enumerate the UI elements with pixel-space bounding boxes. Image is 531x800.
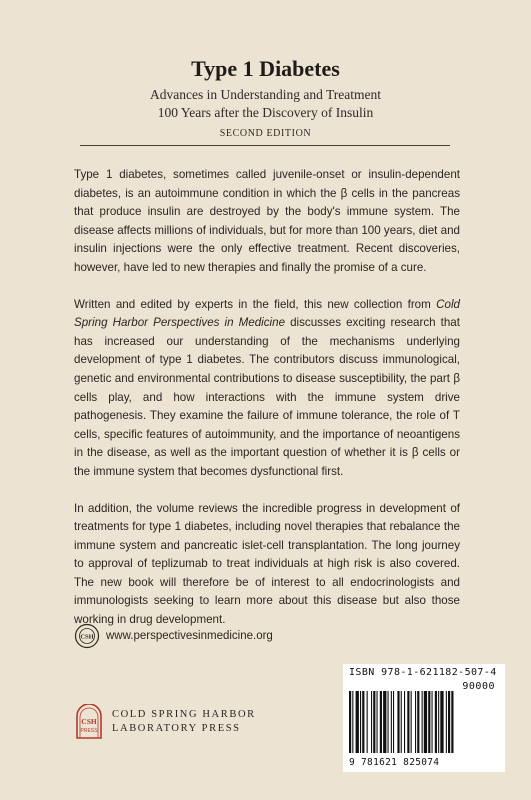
website-row (74, 623, 273, 649)
edition-label: SECOND EDITION (219, 128, 312, 139)
journal-title: Cold Spring Harbor Perspectives in Medicine (74, 297, 460, 330)
cover-header (0, 56, 531, 139)
book-title: Type 1 Diabetes (191, 56, 340, 81)
isbn-text: ISBN 978-1-621182-507-4 (349, 667, 497, 678)
barcode-bar (393, 691, 394, 753)
publisher-line-1: COLD SPRING HARBOR (112, 709, 256, 720)
subtitle-line-2: 100 Years after the Discovery of Insulin (157, 105, 374, 120)
barcode-bar (440, 691, 443, 753)
publisher-name (112, 708, 256, 736)
barcode-bar (417, 691, 419, 753)
header-divider (80, 145, 450, 146)
barcode-bar (404, 691, 405, 753)
barcode-bar (435, 691, 437, 753)
barcode-bar (411, 691, 412, 753)
book-description (74, 166, 460, 648)
website-link[interactable]: www.perspectivesinmedicine.org (106, 630, 273, 642)
barcode-bar (448, 691, 450, 753)
description-paragraph-3: In addition, the volume reviews the incredible progress in development of treatments for type 1 diabetes, including novel therapies that rebalance the immune system and pancreatic islet-cell transplantation. The long journey to approval of teplizumab to treat individuals at high risk is also covered. The new book will therefore be of interest to all endocrinologists and immunologists seeking to learn more about this disease but also those working in drug development. (74, 501, 460, 627)
barcode-bar (373, 691, 375, 753)
barcode-bar (401, 691, 402, 753)
perspectives-logo-text: CSH (80, 633, 94, 641)
barcode-bar (424, 691, 427, 753)
barcode-bar (407, 691, 409, 753)
barcode-bar (352, 691, 353, 753)
barcode-bar (422, 691, 423, 753)
barcode-bar (438, 691, 439, 753)
barcode-bar (428, 691, 430, 753)
barcode-bar (377, 691, 378, 753)
publisher-block (74, 704, 256, 740)
barcode-bar (371, 691, 372, 753)
price-code: 90000 (462, 681, 495, 692)
publisher-line-2: LABORATORY PRESS (112, 723, 241, 734)
para2-lead: Written and edited by experts in the field, this new collection from (74, 297, 431, 311)
barcode-bar (391, 691, 392, 753)
barcode-bar (397, 691, 399, 753)
para2-rest: discusses exciting research that has increased our understanding of the mechanisms underlying development of type 1 diabetes. The contributors discuss immunological, genetic and environmental contributions to disease susceptibility, the part β cells play, and how interactions with the immune system drive pathogenesis. They examine the failure of immune tolerance, the role of T cells, specific features of autoimmunity, and the importance of neoantigens in the disease, as well as the important question of whether it is β cells or the immune system that becomes dysfunctional first. (74, 316, 460, 478)
barcode-bar (415, 691, 416, 753)
isbn-barcode (343, 664, 505, 772)
barcode-bar (362, 691, 364, 753)
barcode-bar (380, 691, 382, 753)
perspectives-logo-icon (74, 623, 100, 649)
barcode-bar (367, 691, 368, 753)
barcode-bar (349, 691, 351, 753)
barcode-bar (383, 691, 386, 753)
publisher-logo-icon (74, 704, 104, 740)
barcode-bar (451, 691, 453, 753)
subtitle-line-1: Advances in Understanding and Treatment (150, 87, 381, 102)
publisher-logo-text: CSH (81, 717, 97, 726)
barcode-bar (360, 691, 361, 753)
description-paragraph-1: Type 1 diabetes, sometimes called juvenile-onset or insulin-dependent diabetes, is an autoimmune condition in which the β cells in the pancreas that produce insulin are destroyed by the body's immune system. The disease affects millions of individuals, but for more than 100 years, diet and insulin injections were the only effective treatment. Recent discoveries, however, have led to new therapies and finally the promise of a cure. (74, 168, 460, 274)
barcode-bars (349, 691, 499, 755)
barcode-bar (446, 691, 447, 753)
publisher-logo-sub: PRESS (80, 728, 98, 734)
barcode-bar (432, 691, 433, 753)
barcode-bar (388, 691, 389, 753)
book-subtitle (0, 86, 531, 122)
barcode-bar (356, 691, 359, 753)
barcode-number: 9 781621 825074 (349, 757, 440, 768)
description-paragraph-2 (74, 296, 460, 482)
